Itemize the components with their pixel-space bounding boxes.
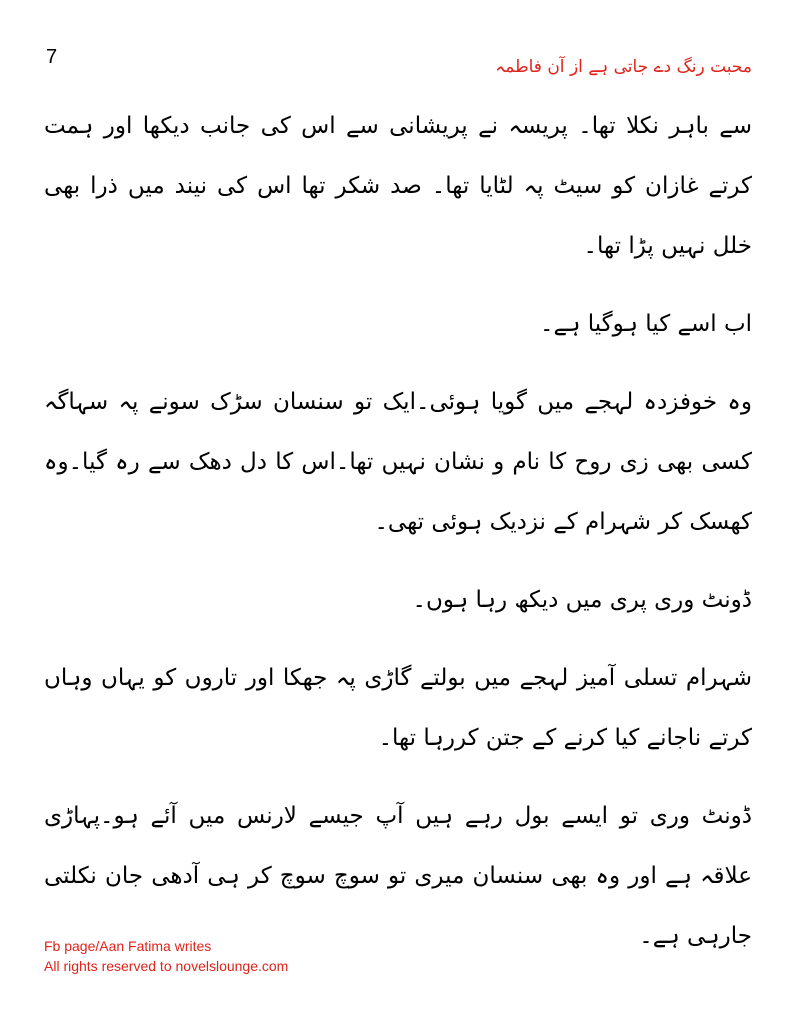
footer-fb-page: Fb page/Aan Fatima writes: [44, 938, 212, 954]
header-title: محبت رنگ دے جاتی ہے از آن فاطمہ: [495, 57, 752, 77]
paragraph: ڈونٹ وری تو ایسے بول رہے ہیں آپ جیسے لارنس میں آئے ہو۔پہاڑی علاقہ ہے اور وہ بھی سنسان میری تو سوچ سوچ کر ہی آدھی جان نکلتی جارہی ہے۔: [44, 803, 752, 949]
paragraph: اب اسے کیا ہوگیا ہے۔: [539, 311, 752, 337]
paragraph: شہرام تسلی آمیز لہجے میں بولتے گاڑی پہ جھکا اور تاروں کو یہاں وہاں کرتے ناجانے کیا کرنے کے جتن کررہا تھا۔: [44, 665, 752, 751]
page-number: 7: [46, 46, 58, 68]
paragraph: وہ خوفزدہ لہجے میں گویا ہوئی۔ایک تو سنسان سڑک سونے پہ سہاگہ کسی بھی زی روح کا نام و نشان نہیں تھا۔اس کا دل دھک سے رہ گیا۔وہ کھسک کر شہرام کے نزدیک ہوئی تھی۔: [44, 389, 752, 535]
paragraph: سے باہر نکلا تھا۔ پریسہ نے پریشانی سے اس کی جانب دیکھا اور ہمت کرتے غازان کو سیٹ پہ لٹایا تھا۔ صد شکر تھا اس کی نیند میں ذرا بھی خلل نہیں پڑا تھا۔: [44, 113, 752, 259]
footer-rights: All rights reserved to novelslounge.com: [44, 958, 289, 974]
paragraph: ڈونٹ وری پری میں دیکھ رہا ہوں۔: [412, 587, 752, 613]
footer: [44, 936, 288, 976]
novel-text: [44, 96, 752, 984]
